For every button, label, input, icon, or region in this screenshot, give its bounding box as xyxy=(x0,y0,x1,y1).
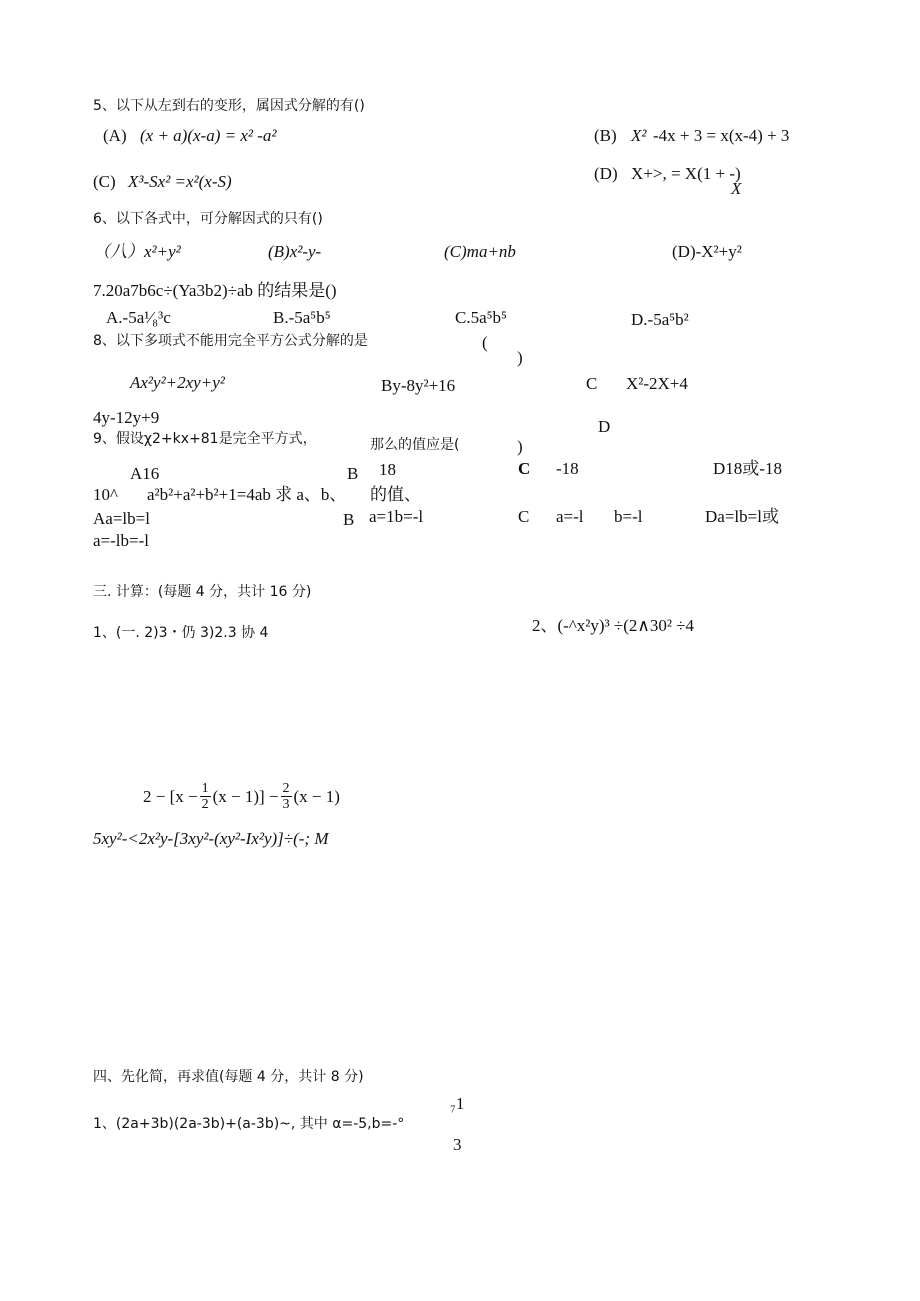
q10-option-d-continued: a=-lb=-l xyxy=(93,531,149,550)
section4-side-top: ₇1 xyxy=(450,1094,465,1113)
q8-option-a: Ax²y²+2xy+y² xyxy=(130,373,225,392)
q9-option-c-label: C xyxy=(518,459,531,478)
q5-option-b-label: (B) xyxy=(594,126,617,145)
q8-paren-close: ) xyxy=(517,348,523,367)
q5-stem: 5、以下从左到右的变形，属因式分解的有() xyxy=(93,98,365,114)
q10-option-b-label: B xyxy=(343,510,355,529)
q10-option-b: a=1b=-l xyxy=(369,507,424,526)
fraction-two-thirds-denominator: 3 xyxy=(282,797,290,813)
fraction-one-half-numerator: 1 xyxy=(201,781,209,796)
q9-option-b: 18 xyxy=(379,460,396,479)
fraction-two-thirds-numerator: 2 xyxy=(282,781,290,796)
q6-stem: 6、以下各式中，可分解因式的只有() xyxy=(93,211,323,227)
q6-option-d: (D)-X²+y² xyxy=(672,242,742,261)
q5-option-d-sub: X xyxy=(731,179,742,198)
q10-option-c-label: C xyxy=(518,507,530,526)
section3-problem-4: 5xy²-<2x²y-[3xy²-(xy²-Ix²y)]÷(-; M xyxy=(93,829,329,848)
section4-title: 四、先化简，再求值(每题 4 分，共计 8 分) xyxy=(93,1069,364,1085)
q9-option-d: D18或-18 xyxy=(713,459,782,478)
q5-option-c-label: (C) xyxy=(93,172,116,191)
q9-stem-continued: 那么的值应是( xyxy=(370,437,460,453)
q7-option-d: D.-5a⁵b² xyxy=(631,310,689,329)
q8-option-d-label: D xyxy=(598,417,611,436)
q6-option-a: （八）x²+y² xyxy=(93,242,181,261)
q9-stem: 9、假设χ2+kx+81是完全平方式， xyxy=(93,431,317,447)
q5-option-d-label: (D) xyxy=(594,164,618,183)
fraction-one-half xyxy=(200,781,211,813)
section4-side-bottom: 3 xyxy=(453,1135,462,1154)
q10-option-d: Da=lb=l或 xyxy=(705,507,779,526)
q7-option-a: A.-5a¹⁄₈³c xyxy=(106,308,171,327)
q10-option-a: Aa=lb=l xyxy=(93,509,150,528)
section3-problem-3-part-b: (x − 1)] − xyxy=(212,786,279,806)
q8-option-b: By-8y²+16 xyxy=(381,376,456,395)
q10-stem-continued: 的值、 xyxy=(370,485,421,504)
q7-stem: 7.20a7b6c÷(Ya3b2)÷ab 的结果是() xyxy=(93,281,337,300)
q5-option-b-expr-2: -4x + 3 = x(x-4) + 3 xyxy=(653,126,790,145)
q6-option-c: (C)ma+nb xyxy=(444,242,516,261)
q9-paren-close: ) xyxy=(517,437,523,456)
section3-problem-1: 1、(一. 2)3・仍 3)2.3 协 4 xyxy=(93,625,269,641)
q5-option-d-expr: X+>, = X(1 + -) xyxy=(631,164,741,183)
q10-stem: a²b²+a²+b²+1=4ab 求 a、b、 xyxy=(147,485,347,504)
q5-option-a-expr: (x + a)(x-a) = x² -a² xyxy=(140,126,277,145)
section3-problem-3 xyxy=(143,781,340,813)
section3-problem-2: 2、(-^x²y)³ ÷(2∧30² ÷4 xyxy=(532,616,695,635)
section3-title: 三. 计算：(每题 4 分，共计 16 分) xyxy=(93,584,312,600)
q9-option-a: A16 xyxy=(130,464,160,483)
q5-option-b-expr-1: X² xyxy=(631,126,647,145)
q10-option-c-2: b=-l xyxy=(614,507,643,526)
q5-option-c-expr: X³-Sx² =x²(x-S) xyxy=(128,172,232,191)
q10-option-c-1: a=-l xyxy=(556,507,584,526)
q9-option-b-label: B xyxy=(347,464,359,483)
section4-problem-1: 1、(2a+3b)(2a-3b)+(a-3b)~, 其中 α=-5,b=-° xyxy=(93,1116,405,1132)
q8-option-d-expr: 4y-12y+9 xyxy=(93,408,160,427)
q8-paren-open: ( xyxy=(482,333,488,352)
q8-option-c-label: C xyxy=(586,374,598,393)
q5-option-a-label: (A) xyxy=(103,126,127,145)
q8-option-c: X²-2X+4 xyxy=(626,374,688,393)
q10-number: 10^ xyxy=(93,485,118,504)
q8-stem: 8、以下多项式不能用完全平方公式分解的是 xyxy=(93,333,368,349)
q7-option-c: C.5a⁵b⁵ xyxy=(455,308,507,327)
q6-option-b: (B)x²-y- xyxy=(268,242,322,261)
fraction-two-thirds xyxy=(281,781,292,813)
section3-problem-3-part-c: (x − 1) xyxy=(293,786,340,806)
section3-problem-3-part-a: 2 − [x − xyxy=(143,786,198,806)
fraction-one-half-denominator: 2 xyxy=(201,797,209,813)
q9-option-c: -18 xyxy=(556,459,579,478)
q7-option-b: B.-5a⁵b⁵ xyxy=(273,308,331,327)
